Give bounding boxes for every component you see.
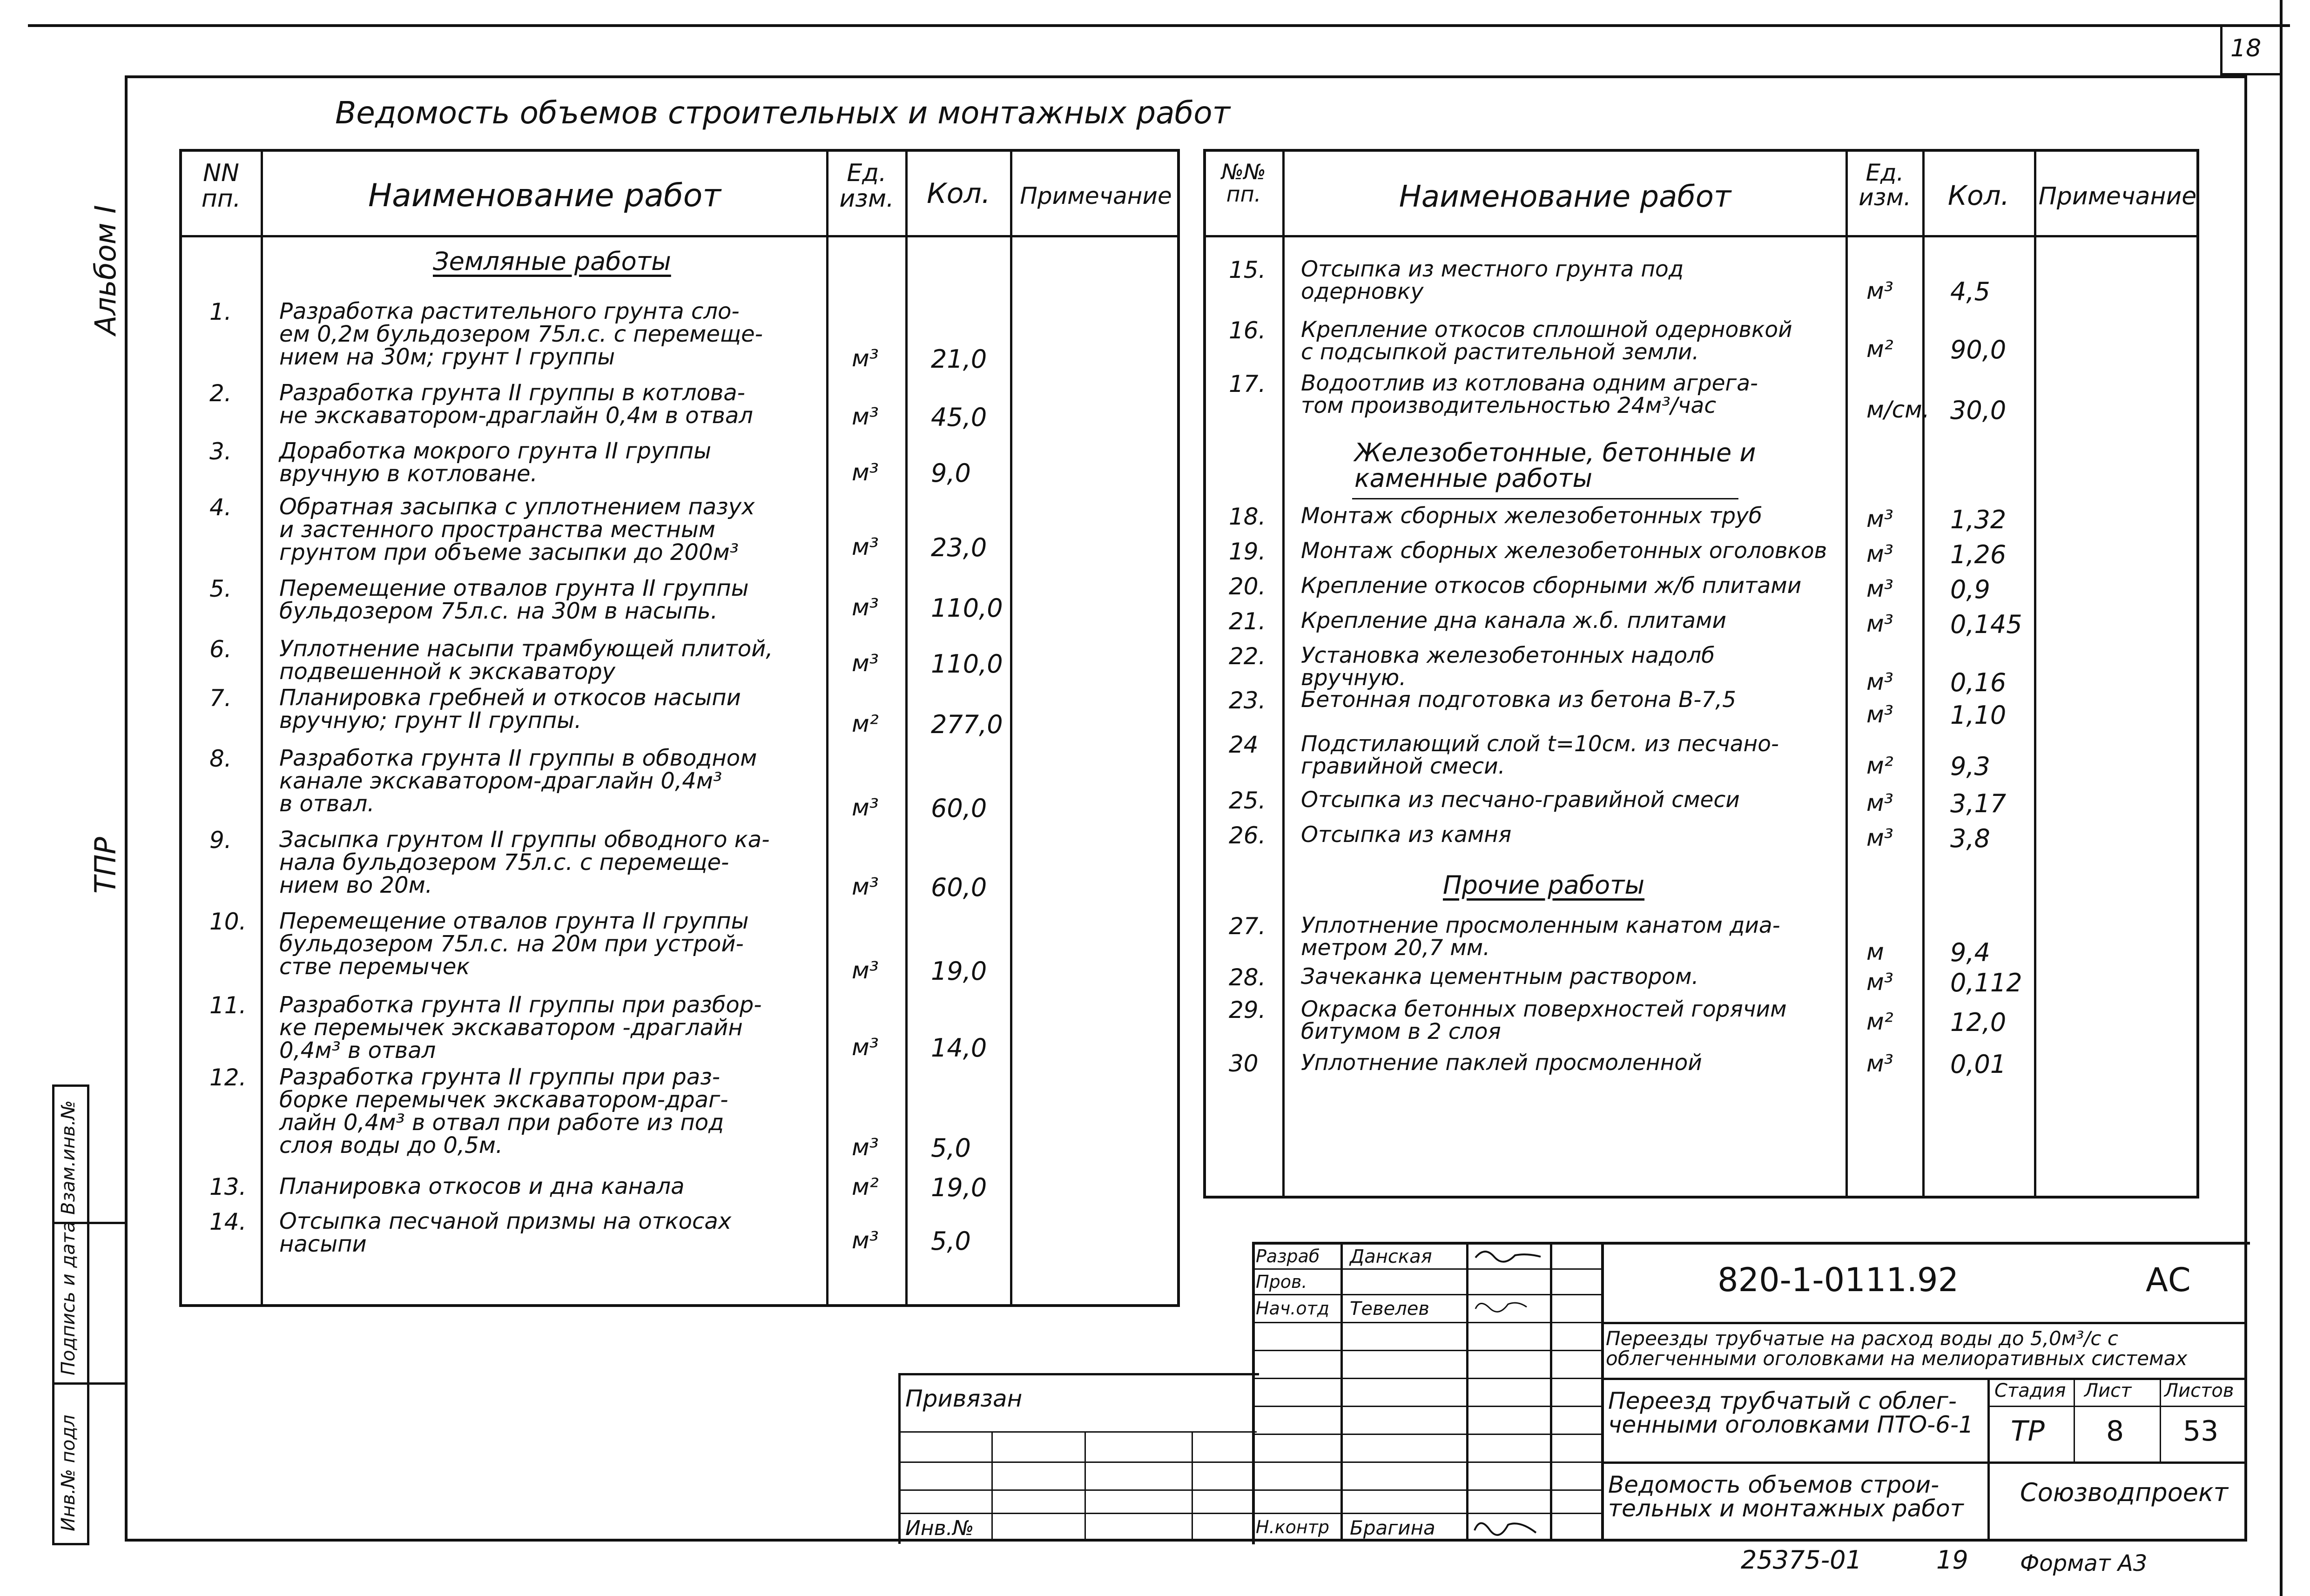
quantity-value: 0,01	[1950, 1050, 2007, 1079]
quantity-value: 3,17	[1950, 789, 2007, 818]
work-description: Установка железобетонных надолб вручную.	[1301, 643, 1715, 691]
left-col-divider	[261, 149, 263, 1307]
row-number: 21.	[1229, 608, 1266, 635]
row-number: 11.	[209, 992, 247, 1019]
signature-marks	[1471, 1512, 1550, 1542]
quantity-value: 19,0	[931, 1173, 987, 1202]
row-number: 15.	[1229, 256, 1266, 283]
stamp-grid-line	[898, 1461, 1257, 1463]
quantity-value: 1,10	[1950, 700, 2007, 730]
quantity-value: 1,26	[1950, 540, 2007, 569]
unit-of-measure: м²	[852, 710, 879, 737]
unit-of-measure: м²	[1866, 752, 1893, 779]
row-number: 9.	[209, 827, 232, 854]
unit-of-measure: м³	[1866, 824, 1893, 851]
stamp-grid-line	[898, 1489, 1257, 1491]
row-number: 24	[1229, 731, 1259, 758]
work-description: Планировка гребней и откосов насыпи вручную; грунт II группы.	[279, 685, 741, 734]
quantity-value: 90,0	[1950, 335, 2007, 364]
row-number: 27.	[1229, 913, 1266, 940]
row-number: 19.	[1229, 538, 1266, 565]
work-description: Отсыпка песчаной призмы на откосах насыпи	[279, 1208, 732, 1257]
unit-of-measure: м³	[852, 873, 879, 900]
work-description: Разработка растительного грунта сло- ем 0,2м бульдозером 75л.с. с перемеще- нием на 30м; грунт I группы	[279, 298, 763, 370]
work-description: Окраска бетонных поверхностей горячим битумом в 2 слоя	[1301, 997, 1787, 1044]
right-header-qty: Кол.	[1947, 180, 2010, 211]
quantity-value: 21,0	[931, 344, 987, 374]
side-stamp-divider	[52, 1382, 127, 1385]
organization-name: Союзводпроект	[2020, 1478, 2229, 1507]
row-number: 29.	[1229, 997, 1266, 1024]
unit-of-measure: м²	[1866, 336, 1893, 363]
unit-of-measure: м³	[852, 403, 879, 430]
quantity-value: 5,0	[931, 1226, 971, 1256]
title-col-line	[2160, 1378, 2161, 1461]
quantity-value: 110,0	[931, 593, 1003, 623]
unit-of-measure: м³	[852, 1034, 879, 1061]
title-row-line	[1601, 1378, 2247, 1380]
row-number: 14.	[209, 1208, 247, 1235]
quantity-value: 60,0	[931, 794, 987, 823]
row-number: 7.	[209, 685, 232, 712]
unit-of-measure: м³	[852, 345, 879, 372]
work-description: Перемещение отвалов грунта II группы бульдозером 75л.с. на 20м при устрой- стве перемычек	[279, 908, 749, 980]
quantity-value: 0,112	[1950, 968, 2022, 997]
row-number: 4.	[209, 494, 232, 521]
work-description: Разработка грунта II группы в обводном канале экскаватором-драглайн 0,4м³ в отвал.	[279, 745, 757, 817]
list-label: Лист	[2084, 1380, 2132, 1401]
quantity-value: 0,16	[1950, 668, 2007, 697]
left-header-num: NN пп.	[201, 159, 241, 213]
work-description: Планировка откосов и дна канала	[279, 1173, 685, 1199]
unit-of-measure: м³	[852, 459, 879, 486]
right-col-divider	[1282, 149, 1285, 1199]
unit-of-measure: м³	[1866, 701, 1893, 728]
work-description: Разработка грунта II группы при раз- борке перемычек экскаватором-драг- лайн 0,4м³ в отвал при работе из под слоя воды до 0,5м.	[279, 1064, 728, 1158]
work-description: Уплотнение просмоленным канатом диа- метром 20,7 мм.	[1301, 913, 1780, 961]
quantity-value: 9,4	[1950, 938, 1990, 967]
work-description: Отсыпка из местного грунта под одерновку	[1301, 256, 1684, 304]
document-title: Ведомость объемов строительных и монтажных работ	[335, 95, 1231, 131]
row-number: 5.	[209, 575, 232, 602]
work-description: Отсыпка из песчано-гравийной смеси	[1301, 787, 1740, 813]
left-section-title: Земляные работы	[433, 247, 671, 276]
stamp-grid-line	[898, 1431, 1257, 1433]
unit-of-measure: м³	[852, 650, 879, 677]
stamp-grid-line	[1192, 1431, 1193, 1542]
order-number: 25375-01	[1741, 1545, 1862, 1575]
right-section-concrete: Железобетонные, бетонные и каменные работы	[1354, 438, 1756, 493]
sign-row-line	[1252, 1406, 1601, 1407]
right-header-num: №№ пп.	[1221, 159, 1266, 207]
row-number: 17.	[1229, 370, 1266, 397]
side-label-vzam: Взам.инв.№	[58, 1100, 79, 1215]
top-border-line	[28, 24, 2290, 27]
work-description: Подстилающий слой t=10см. из песчано- гравийной смеси.	[1301, 731, 1779, 779]
title-row-line	[1601, 1322, 2247, 1324]
title-row-line	[1987, 1406, 2247, 1407]
unit-of-measure: м³	[852, 1227, 879, 1254]
left-table-header-line	[179, 235, 1180, 237]
title-col-line	[1987, 1378, 1990, 1542]
work-description: Отсыпка из камня	[1301, 822, 1512, 848]
right-border-line	[2280, 0, 2283, 1596]
row-number: 13.	[209, 1173, 247, 1200]
quantity-value: 3,8	[1950, 824, 1990, 853]
quantity-value: 60,0	[931, 873, 987, 902]
work-description: Водоотлив из котлована одним агрега- том производительностью 24м³/час	[1301, 370, 1758, 418]
razrab-label: Разраб	[1256, 1246, 1320, 1266]
privyazan-label: Привязан	[905, 1385, 1023, 1412]
stadiya-label: Стадия	[1994, 1380, 2066, 1401]
work-description: Крепление откосов сборными ж/б плитами	[1301, 573, 1802, 599]
unit-of-measure: м³	[852, 794, 879, 821]
right-table-header-line	[1203, 235, 2199, 237]
stamp-grid-line	[991, 1431, 993, 1542]
row-number: 10.	[209, 908, 247, 935]
row-number: 30	[1229, 1050, 1259, 1077]
signature-marks	[1471, 1244, 1550, 1318]
row-number: 6.	[209, 636, 232, 663]
nkontr-name: Брагина	[1350, 1516, 1435, 1539]
left-col-divider	[1010, 149, 1012, 1307]
work-description: Крепление откосов сплошной одерновкой с подсыпкой растительной земли.	[1301, 317, 1792, 365]
left-col-divider	[826, 149, 828, 1307]
work-description: Разработка грунта II группы в котлова- не экскаватором-драглайн 0,4м в отвал	[279, 380, 753, 429]
stadiya-value: ТР	[2011, 1415, 2045, 1448]
row-number: 28.	[1229, 964, 1266, 991]
unit-of-measure: м²	[852, 1173, 879, 1200]
unit-of-measure: м³	[852, 957, 879, 984]
work-description: Крепление дна канала ж.б. плитами	[1301, 608, 1727, 633]
work-description: Перемещение отвалов грунта II группы бульдозером 75л.с. на 30м в насыпь.	[279, 575, 749, 624]
unit-of-measure: м	[1866, 938, 1884, 965]
left-header-qty: Кол.	[927, 177, 990, 210]
nach-label: Нач.отд	[1256, 1298, 1330, 1319]
quantity-value: 9,0	[931, 458, 971, 488]
quantity-value: 4,5	[1950, 277, 1990, 306]
document-mark: АС	[2146, 1261, 2191, 1299]
right-section-other: Прочие работы	[1443, 870, 1645, 900]
row-number: 12.	[209, 1064, 247, 1091]
unit-of-measure: м³	[1866, 610, 1893, 637]
stamp-grid-line	[898, 1513, 1257, 1514]
work-description: Бетонная подготовка из бетона В-7,5	[1301, 687, 1737, 713]
side-label-tpr: ТПР	[88, 837, 122, 894]
unit-of-measure: м³	[852, 533, 879, 560]
quantity-value: 19,0	[931, 956, 987, 986]
left-header-unit: Ед. изм.	[839, 159, 894, 213]
quantity-value: 14,0	[931, 1033, 987, 1063]
left-col-divider	[905, 149, 908, 1307]
object-name: Переезд трубчатый с облег- ченными оголовками ПТО-6-1	[1608, 1387, 1973, 1438]
sign-row-line	[1252, 1489, 1601, 1491]
unit-of-measure: м³	[1866, 1050, 1893, 1077]
nach-name: Тевелев	[1350, 1298, 1429, 1320]
row-number: 25.	[1229, 787, 1266, 814]
quantity-value: 1,32	[1950, 505, 2007, 534]
unit-of-measure: м/см.	[1866, 396, 1930, 423]
left-header-note: Примечание	[1020, 182, 1172, 209]
nkontr-label: Н.контр	[1256, 1517, 1329, 1537]
quantity-value: 23,0	[931, 533, 987, 562]
listov-value: 53	[2183, 1415, 2219, 1448]
stamp-doc-title: Ведомость объемов строи- тельных и монтажных работ	[1608, 1471, 1964, 1522]
right-col-divider	[1845, 149, 1848, 1199]
sign-col-line	[1340, 1242, 1343, 1542]
work-description: Доработка мокрого грунта II группы вручную в котловане.	[279, 438, 712, 487]
right-header-note: Примечание	[2038, 182, 2197, 210]
sign-row-line	[1252, 1322, 1601, 1323]
section-underline	[1352, 498, 1738, 499]
work-description: Обратная засыпка с уплотнением пазух и застенного пространства местным грунтом при объеме засыпки до 200м³	[279, 494, 755, 566]
razrab-name: Данская	[1350, 1246, 1432, 1267]
page-number: 19	[1936, 1545, 1968, 1575]
list-value: 8	[2106, 1415, 2124, 1448]
row-number: 20.	[1229, 573, 1266, 600]
inv-no-label: Инв.№	[905, 1516, 974, 1540]
unit-of-measure: м²	[1866, 1008, 1893, 1035]
row-number: 2.	[209, 380, 232, 407]
row-number: 23.	[1229, 687, 1266, 714]
unit-of-measure: м³	[1866, 789, 1893, 816]
sign-col-line	[1466, 1242, 1468, 1542]
sign-row-line	[1252, 1350, 1601, 1351]
unit-of-measure: м³	[1866, 505, 1893, 532]
work-description: Монтаж сборных железобетонных труб	[1301, 503, 1762, 529]
sign-row-line	[1252, 1434, 1601, 1435]
unit-of-measure: м³	[1866, 575, 1893, 602]
side-label-inv: Инв.№ подл	[58, 1414, 79, 1531]
sign-row-line	[1252, 1461, 1601, 1463]
stamp-grid-line	[1084, 1431, 1086, 1542]
document-code: 820-1-0111.92	[1717, 1261, 1959, 1299]
right-col-divider	[2034, 149, 2036, 1199]
work-description: Разработка грунта II группы при разбор- ке перемычек экскаватором -драглайн 0,4м³ в отвал	[279, 992, 762, 1064]
right-col-divider	[1922, 149, 1925, 1199]
title-col-line	[2074, 1378, 2075, 1461]
sign-col-line	[1550, 1242, 1552, 1542]
listov-label: Листов	[2164, 1380, 2234, 1401]
quantity-value: 30,0	[1950, 396, 2007, 425]
right-header-unit: Ед. изм.	[1859, 159, 1911, 211]
quantity-value: 0,145	[1950, 610, 2022, 639]
sign-row-line	[1252, 1378, 1601, 1379]
unit-of-measure: м³	[1866, 277, 1893, 304]
quantity-value: 45,0	[931, 403, 987, 432]
work-description: Зачеканка цементным раствором.	[1301, 964, 1699, 990]
work-description: Уплотнение насыпи трамбующей плитой, подвешенной к экскаватору	[279, 636, 773, 685]
unit-of-measure: м³	[852, 594, 879, 621]
title-block-divider	[1601, 1242, 1604, 1542]
row-number: 22.	[1229, 643, 1266, 670]
row-number: 16.	[1229, 317, 1266, 344]
prov-label: Пров.	[1256, 1272, 1307, 1292]
quantity-value: 9,3	[1950, 752, 1990, 781]
row-number: 1.	[209, 298, 232, 325]
quantity-value: 277,0	[931, 710, 1003, 739]
side-label-album: Альбом I	[88, 205, 122, 335]
quantity-value: 110,0	[931, 649, 1003, 679]
row-number: 8.	[209, 745, 232, 772]
paper-format: Формат А3	[2020, 1550, 2148, 1576]
left-header-name: Наименование работ	[368, 177, 721, 214]
quantity-value: 0,9	[1950, 575, 1990, 604]
row-number: 26.	[1229, 822, 1266, 849]
unit-of-measure: м³	[852, 1134, 879, 1161]
work-description: Монтаж сборных железобетонных оголовков	[1301, 538, 1827, 564]
project-name: Переезды трубчатые на расход воды до 5,0м³/с с облегченными оголовками на мелиоративных системах	[1606, 1327, 2188, 1370]
title-row-line	[1601, 1461, 2247, 1464]
unit-of-measure: м³	[1866, 540, 1893, 567]
unit-of-measure: м³	[1866, 969, 1893, 996]
quantity-value: 12,0	[1950, 1008, 2007, 1037]
work-description: Засыпка грунтом II группы обводного ка- нала бульдозером 75л.с. с перемеще- нием во 20м.	[279, 827, 770, 898]
sheet-number: 18	[2230, 34, 2262, 62]
work-description: Уплотнение паклей просмоленной	[1301, 1050, 1702, 1076]
right-header-name: Наименование работ	[1399, 180, 1731, 214]
side-label-podpis: Подпись и дата	[58, 1221, 79, 1375]
row-number: 3.	[209, 438, 232, 465]
unit-of-measure: м³	[1866, 668, 1893, 695]
quantity-value: 5,0	[931, 1133, 971, 1163]
row-number: 18.	[1229, 503, 1266, 530]
